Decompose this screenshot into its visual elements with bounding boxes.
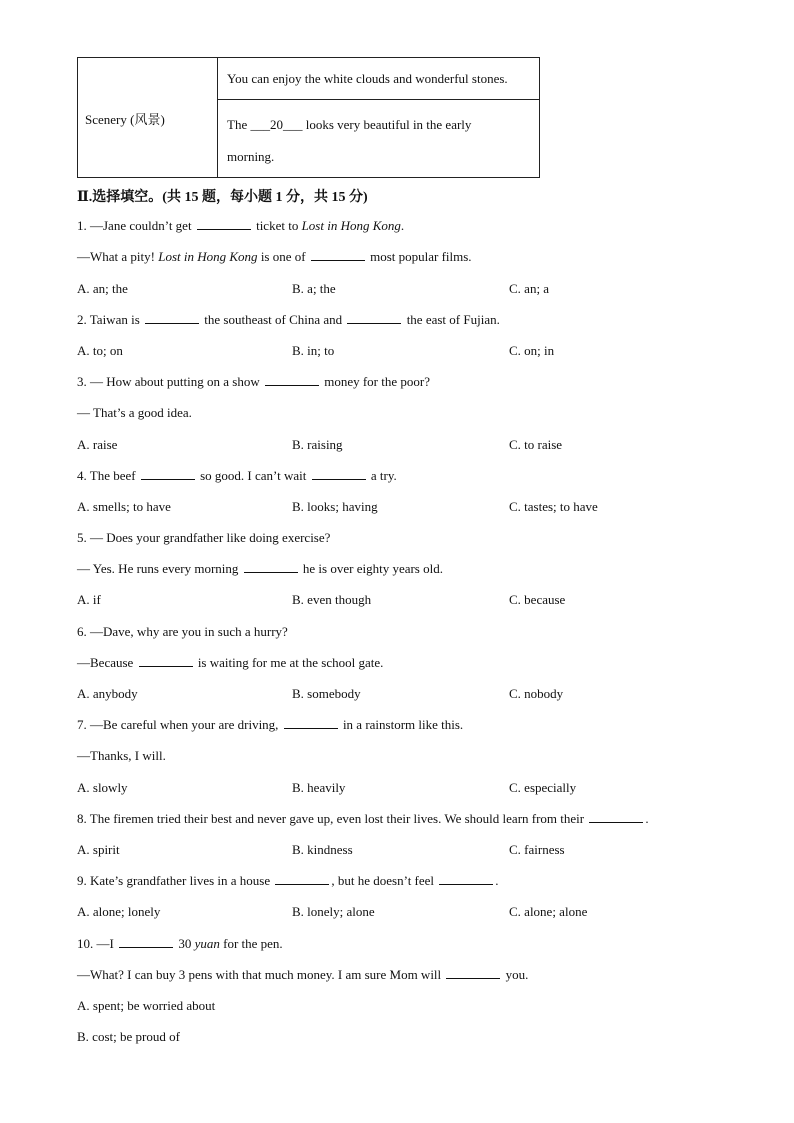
question-8-line-1: 8. The firemen tried their best and never gave up, even lost their lives. We should learn from their .	[77, 811, 649, 826]
question-1-option-b[interactable]: B. a; the	[292, 281, 336, 296]
question-7-line-1: 7. —Be careful when your are driving, in a rainstorm like this.	[77, 717, 464, 732]
answer-blank[interactable]	[139, 655, 193, 667]
question-6-option-b[interactable]: B. somebody	[292, 686, 361, 701]
question-3-option-c[interactable]: C. to raise	[509, 437, 563, 452]
question-3-line-2: — That’s a good idea.	[77, 405, 192, 420]
question-8-option-c[interactable]: C. fairness	[509, 842, 565, 857]
answer-blank[interactable]	[145, 312, 199, 324]
answer-blank[interactable]	[275, 873, 329, 885]
question-5-line-1: 5. — Does your grandfather like doing exercise?	[77, 530, 331, 545]
question-4-option-b[interactable]: B. looks; having	[292, 499, 378, 514]
table-left-cell	[78, 58, 218, 177]
question-4-option-a[interactable]: A. smells; to have	[77, 499, 171, 514]
question-2-option-a[interactable]: A. to; on	[77, 343, 123, 358]
question-5-option-c[interactable]: C. because	[509, 592, 566, 607]
answer-blank[interactable]	[439, 873, 493, 885]
question-6-line-2: —Because is waiting for me at the school gate.	[77, 655, 384, 670]
question-1-option-a[interactable]: A. an; the	[77, 281, 128, 296]
question-9-option-a[interactable]: A. alone; lonely	[77, 904, 161, 919]
answer-blank[interactable]	[197, 218, 251, 230]
question-8-option-a[interactable]: A. spirit	[77, 842, 120, 857]
question-1-line-1: 1. —Jane couldn’t get ticket to Lost in Hong Kong.	[77, 218, 405, 233]
table-fill-blank: ___20___	[250, 117, 303, 132]
table-row-2-line-2: morning.	[227, 149, 275, 164]
section-title: Ⅱ.选择填空。(共 15 题，每小题 1 分，共 15 分)	[77, 190, 368, 205]
question-5-option-b[interactable]: B. even though	[292, 592, 372, 607]
question-10-option-a[interactable]: A. spent; be worried about	[77, 998, 216, 1013]
question-2-option-c[interactable]: C. on; in	[509, 343, 555, 358]
answer-blank[interactable]	[284, 717, 338, 729]
answer-blank[interactable]	[312, 468, 366, 480]
question-7-option-c[interactable]: C. especially	[509, 780, 577, 795]
question-7-line-2: —Thanks, I will.	[77, 748, 166, 763]
answer-blank[interactable]	[589, 811, 643, 823]
question-9-option-c[interactable]: C. alone; alone	[509, 904, 588, 919]
answer-blank[interactable]	[244, 561, 298, 573]
table-row-2	[218, 100, 539, 177]
table-row-1-text: You can enjoy the white clouds and wonderful stones.	[227, 71, 508, 86]
question-4-option-c[interactable]: C. tastes; to have	[509, 499, 598, 514]
question-6-option-a[interactable]: A. anybody	[77, 686, 138, 701]
question-1-option-c[interactable]: C. an; a	[509, 281, 550, 296]
answer-blank[interactable]	[311, 249, 365, 261]
table-row-1	[218, 58, 539, 100]
question-7-option-a[interactable]: A. slowly	[77, 780, 128, 795]
question-6-option-c[interactable]: C. nobody	[509, 686, 564, 701]
table-left-label: Scenery (风景)	[85, 112, 165, 127]
question-8-option-b[interactable]: B. kindness	[292, 842, 353, 857]
question-3-line-1: 3. — How about putting on a show money for the poor?	[77, 374, 430, 389]
table-row-2-line-1: The ___20___ looks very beautiful in the early	[227, 117, 472, 132]
answer-blank[interactable]	[265, 374, 319, 386]
question-2-option-b[interactable]: B. in; to	[292, 343, 335, 358]
question-7-option-b[interactable]: B. heavily	[292, 780, 346, 795]
question-9-option-b[interactable]: B. lonely; alone	[292, 904, 375, 919]
question-9-line-1: 9. Kate’s grandfather lives in a house , but he doesn’t feel .	[77, 873, 499, 888]
answer-blank[interactable]	[141, 468, 195, 480]
question-3-option-b[interactable]: B. raising	[292, 437, 343, 452]
answer-blank[interactable]	[119, 936, 173, 948]
question-4-line-1: 4. The beef so good. I can’t wait a try.	[77, 468, 397, 483]
question-10-option-b[interactable]: B. cost; be proud of	[77, 1029, 180, 1044]
question-2-line-1: 2. Taiwan is the southeast of China and the east of Fujian.	[77, 312, 500, 327]
question-6-line-1: 6. —Dave, why are you in such a hurry?	[77, 624, 288, 639]
answer-blank[interactable]	[347, 312, 401, 324]
question-10-line-2: —What? I can buy 3 pens with that much money. I am sure Mom will you.	[77, 967, 529, 982]
answer-blank[interactable]	[446, 967, 500, 979]
question-5-option-a[interactable]: A. if	[77, 592, 101, 607]
question-1-line-2: —What a pity! Lost in Hong Kong is one of most popular films.	[77, 249, 472, 264]
question-10-line-1: 10. —I 30 yuan for the pen.	[77, 936, 283, 951]
scenery-table	[77, 57, 540, 178]
question-5-line-2: — Yes. He runs every morning he is over eighty years old.	[77, 561, 443, 576]
question-3-option-a[interactable]: A. raise	[77, 437, 118, 452]
